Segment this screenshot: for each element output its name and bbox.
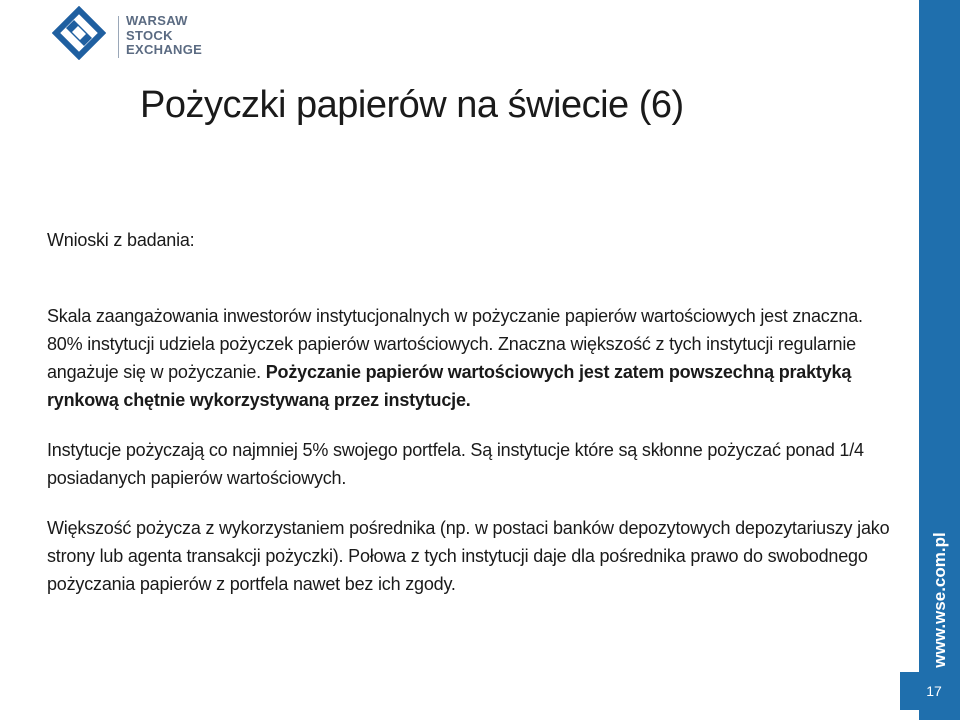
- subheading: Wnioski z badania:: [47, 230, 195, 250]
- logo-line-2: STOCK: [126, 27, 173, 43]
- logo-wordmark: [126, 14, 202, 58]
- paragraph-1: [47, 302, 897, 414]
- logo-line-1: WARSAW: [126, 13, 188, 28]
- paragraph-1-bold-text: Pożyczanie papierów wartościowych jest zatem powszechną praktyką rynkową chętnie wykorzystywaną przez instytucje.: [47, 362, 852, 410]
- paragraph-1-text: Skala zaangażowania inwestorów instytucjonalnych w pożyczanie papierów wartościowych jest znaczna. 80% instytucji udziela pożyczek papierów wartościowych. Znaczna większość z tych instytucji regularnie angażuje się w pożyczanie.: [47, 306, 863, 382]
- paragraph-3: Większość pożycza z wykorzystaniem pośrednika (np. w postaci banków depozytowych depozytariuszy jako strony lub agenta transakcji pożyczki). Połowa z tych instytucji daje dla pośrednika prawo do swobodnego pożyczania papierów z portfela nawet bez ich zgody.: [47, 518, 890, 594]
- logo-divider: [118, 16, 119, 58]
- logo-line-3: EXCHANGE: [126, 42, 203, 57]
- slide-body: [47, 226, 897, 598]
- sidebar-url: www.wse.com.pl: [930, 532, 949, 668]
- right-sidebar: [919, 0, 960, 720]
- wse-logo-icon: [52, 6, 106, 60]
- wse-logo: [52, 6, 252, 66]
- sidebar-url-container: [922, 525, 958, 675]
- page-number: 17: [900, 672, 960, 710]
- slide-title: Pożyczki papierów na świecie (6): [140, 84, 684, 126]
- paragraph-2: Instytucje pożyczają co najmniej 5% swojego portfela. Są instytucje które są skłonne pożyczać ponad 1/4 posiadanych papierów wartościowych.: [47, 440, 864, 488]
